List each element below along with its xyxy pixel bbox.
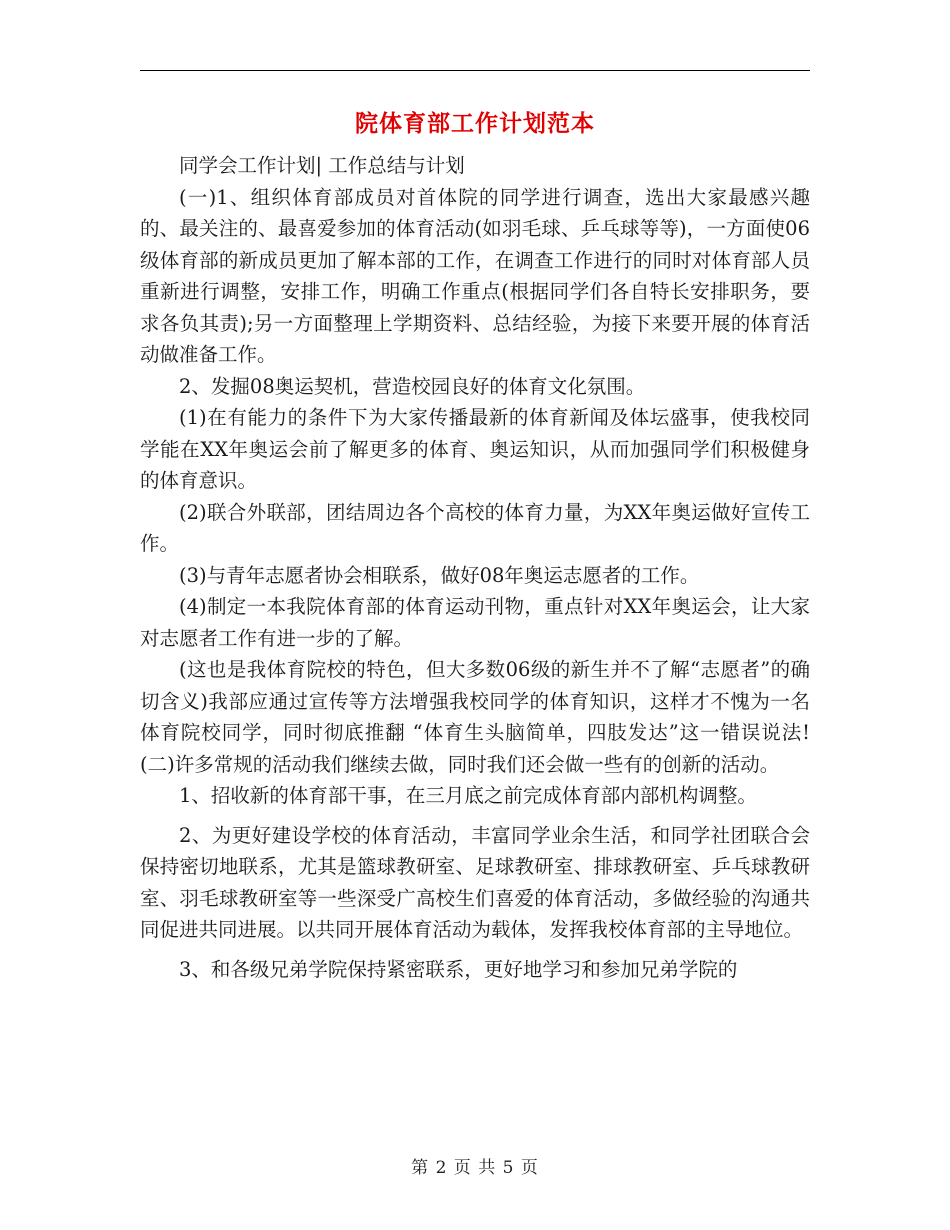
header-rule (140, 70, 810, 71)
paragraph: (3)与青年志愿者协会相联系，做好08年奥运志愿者的工作。 (179, 563, 700, 587)
paragraph: 2、发掘08奥运契机，营造校园良好的体育文化氛围。 (179, 374, 646, 398)
paragraph: (一)1、组织体育部成员对首体院的同学进行调查，选出大家最感兴趣的、最关注的、最喜爱参加的体育活动(如羽毛球、乒乓球等等)，一方面使06级体育部的新成员更加了解本部的工作，在调查工作进行的同时对体育部人员重新进行调整，安排工作，明确工作重点(根据同学们各自特长安排职务，要求各负其责);另一方面整理上学期资料、总结经验，为接下来要开展的体育活动做准备工作。 (140, 185, 810, 366)
paragraph: (4)制定一本我院体育部的体育运动刊物，重点针对XX年奥运会，让大家对志愿者工作有进一步的了解。 (140, 595, 810, 650)
paragraph: (1)在有能力的条件下为大家传播最新的体育新闻及体坛盛事，使我校同学能在XX年奥运会前了解更多的体育、奥运知识，从而加强同学们积极健身的体育意识。 (140, 406, 810, 492)
paragraph-subtitle: 同学会工作计划| 工作总结与计划 (179, 154, 465, 177)
page-number: 第 2 页 共 5 页 (411, 1158, 539, 1178)
paragraph: (2)联合外联部，团结周边各个高校的体育力量，为XX年奥运做好宣传工作。 (140, 500, 810, 555)
paragraph: 3、和各级兄弟学院保持紧密联系，更好地学习和参加兄弟学院的 (179, 957, 738, 981)
paragraph: 1、招收新的体育部干事，在三月底之前完成体育部内部机构调整。 (179, 784, 757, 807)
paragraph: (这也是我体育院校的特色，但大多数06级的新生并不了解“志愿者”的确切含义)我部应通过宣传等方法增强我校同学的体育知识，这样才不愧为一名体育院校同学，同时彻底推翻 “体育生头脑简单，四肢发达”这一错误说法!(二)许多常规的活动我们继续去做，同时我们还会做一些有的创新的活动。 (140, 658, 810, 776)
document-title: 院体育部工作计划范本 (355, 110, 595, 137)
document-body (140, 150, 810, 985)
paragraph: 2、为更好建设学校的体育活动，丰富同学业余生活，和同学社团联合会保持密切地联系，尤其是篮球教研室、足球教研室、排球教研室、乒乓球教研室、羽毛球教研室等一些深受广高校生们喜爱的体育活动，多做经验的沟通共同促进共同进展。以共同开展体育活动为载体，发挥我校体育部的主导地位。 (140, 823, 810, 941)
